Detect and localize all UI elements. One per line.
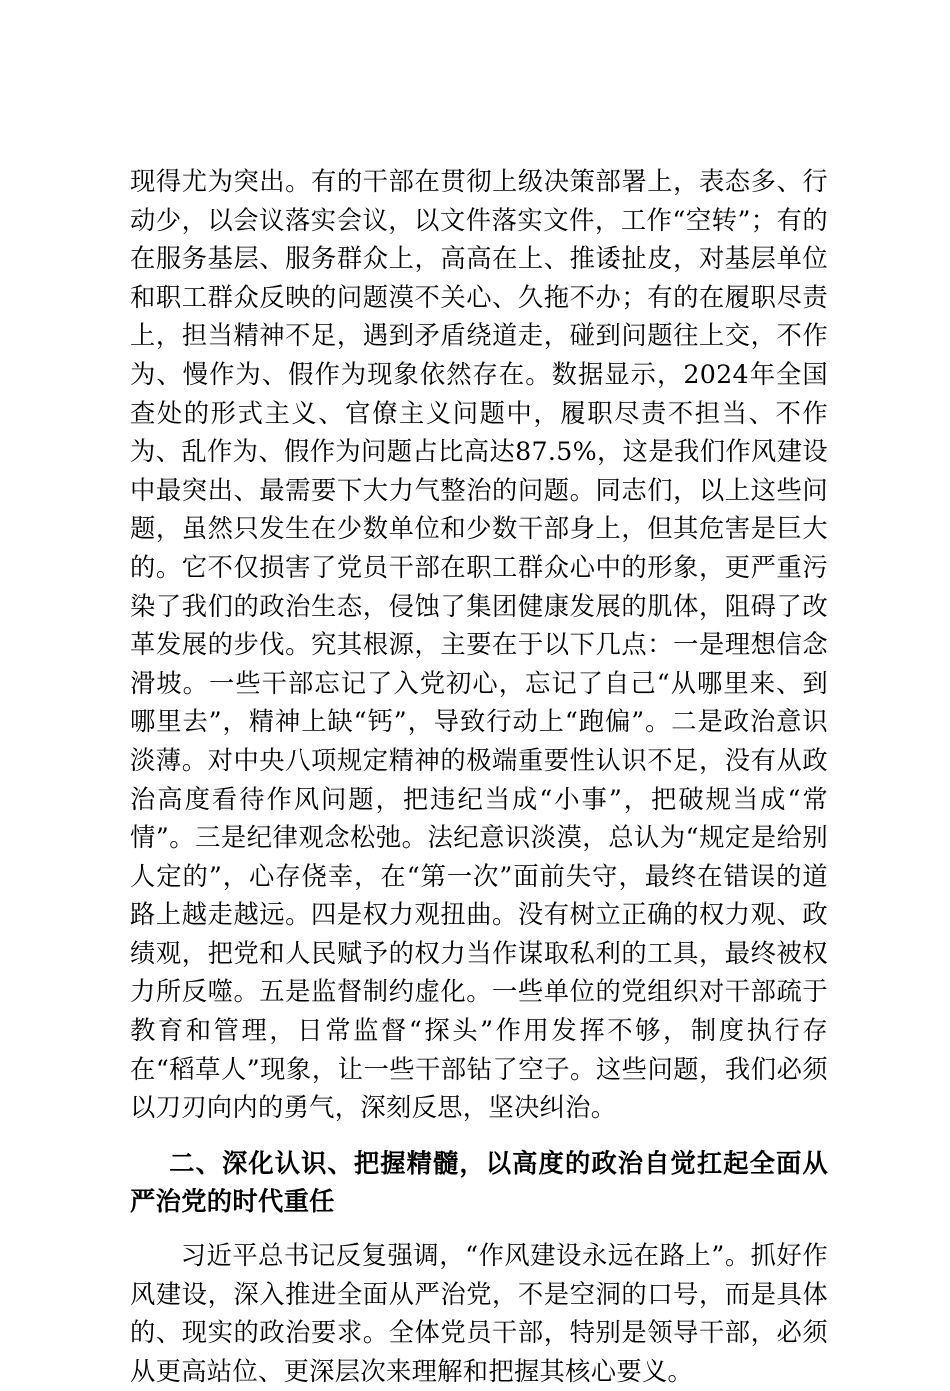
document-page [130,163,828,1391]
body-paragraph: 习近平总书记反复强调，“作风建设永远在路上”。抓好作风建设，深入推进全面从严治党，不是空洞的口号，而是具体的、现实的政治要求。全体党员干部，特别是领导干部，必须从更高站位、更深层次来理解和把握其核心要义。 [130,1241,828,1386]
section-heading: 二、深化认识、把握精髓，以高度的政治自觉扛起全面从严治党的时代重任 [130,1147,828,1217]
body-paragraph: 现得尤为突出。有的干部在贯彻上级决策部署上，表态多、行动少，以会议落实会议，以文件落实文件，工作“空转”；有的在服务基层、服务群众上，高高在上、推诿扯皮，对基层单位和职工群众反映的问题漠不关心、久拖不办；有的在履职尽责上，担当精神不足，遇到矛盾绕道走，碰到问题往上交，不作为、慢作为、假作为现象依然存在。数据显示，2024年全国查处的形式主义、官僚主义问题中，履职尽责不担当、不作为、乱作为、假作为问题占比高达87.5%，这是我们作风建设中最突出、最需要下大力气整治的问题。同志们，以上这些问题，虽然只发生在少数单位和少数干部身上，但其危害是巨大的。它不仅损害了党员干部在职工群众心中的形象，更严重污染了我们的政治生态，侵蚀了集团健康发展的肌体，阻碍了改革发展的步伐。究其根源，主要在于以下几点：一是理想信念滑坡。一些干部忘记了入党初心，忘记了自己“从哪里来、到哪里去”，精神上缺“钙”，导致行动上“跑偏”。二是政治意识淡薄。对中央八项规定精神的极端重要性认识不足，没有从政治高度看待作风问题，把违纪当成“小事”，把破规当成“常情”。三是纪律观念松弛。法纪意识淡漠，总认为“规定是给别人定的”，心存侥幸，在“第一次”面前失守，最终在错误的道路上越走越远。四是权力观扭曲。没有树立正确的权力观、政绩观，把党和人民赋予的权力当作谋取私利的工具，最终被权力所反噬。五是监督制约虚化。一些单位的党组织对干部疏于教育和管理，日常监督“探头”作用发挥不够，制度执行存在“稻草人”现象，让一些干部钻了空子。这些问题，我们必须以刀刃向内的勇气，深刻反思，坚决纠治。 [130,167,828,1123]
